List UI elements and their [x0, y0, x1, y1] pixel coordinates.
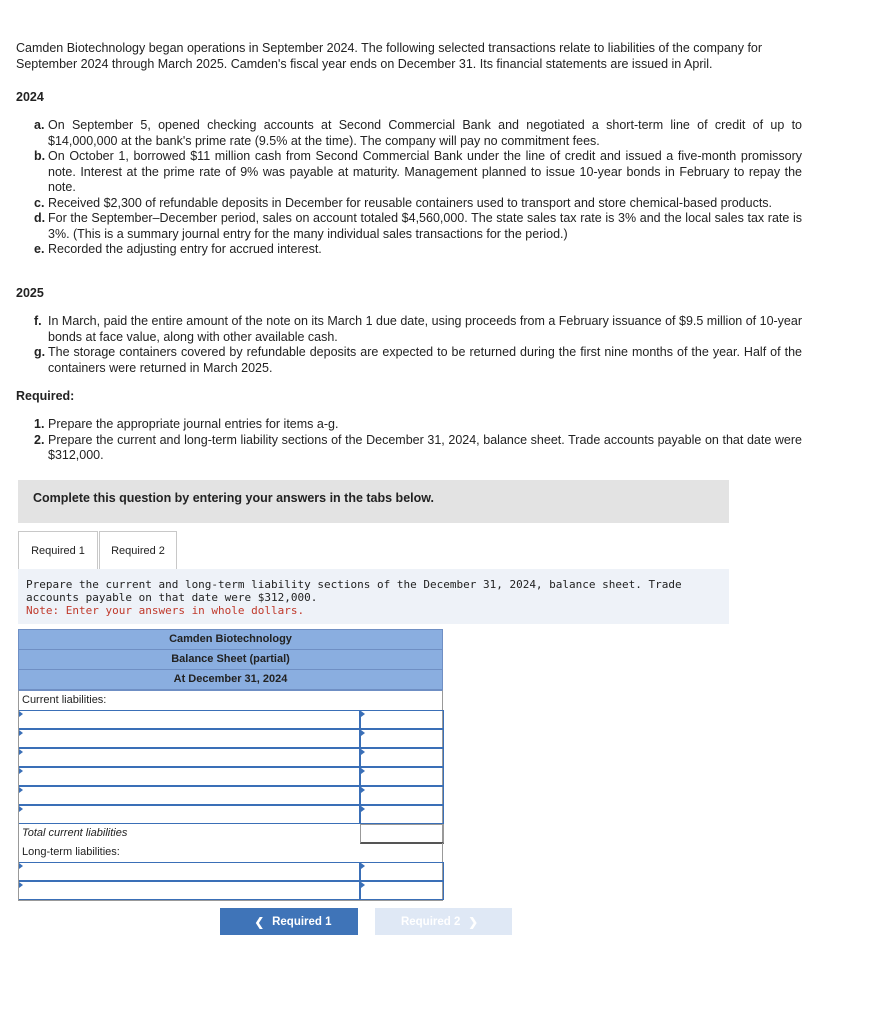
prev-button[interactable]: [220, 908, 358, 935]
table-row: [18, 729, 443, 748]
items-2024-list: [34, 118, 802, 258]
total-current-amount[interactable]: [360, 824, 444, 844]
required-list: [34, 417, 802, 464]
account-select[interactable]: [19, 710, 360, 729]
table-row: [18, 710, 443, 729]
table-row: [18, 805, 443, 824]
chevron-left-icon: ❮: [254, 916, 265, 929]
dropdown-marker-icon: [361, 749, 365, 755]
total-current-label: Total current liabilities: [22, 827, 128, 839]
list-item: f. In March, paid the entire amount of the note on its March 1 due date, using proceeds from a February issuance of $9.5 million of 10-year bonds at face value, along with other available cash.: [34, 314, 802, 344]
list-item: a. On September 5, opened checking accounts at Second Commercial Bank and negotiated a short-term line of credit of up to $14,000,000 at the bank's prime rate (9.5% at the time). The company will pay no commitment fees.: [34, 118, 802, 148]
year-2024-heading: 2024: [16, 90, 44, 104]
tab-required-1[interactable]: Required 1: [18, 531, 98, 571]
list-item: g. The storage containers covered by refundable deposits are expected to be returned during the first nine months of the year. Half of the containers were returned in March 2025.: [34, 345, 802, 375]
tab-panel: [18, 569, 729, 624]
items-2025-list: [34, 314, 802, 376]
account-select[interactable]: [19, 805, 360, 824]
table-row: [18, 767, 443, 786]
panel-instructions: Prepare the current and long-term liability sections of the December 31, 2024, balance sheet. Trade accounts payable on that date were $312,000.: [26, 578, 682, 604]
amount-input[interactable]: [360, 748, 444, 767]
required-heading: Required:: [16, 389, 75, 403]
tab-required-2[interactable]: Required 2: [99, 531, 177, 571]
current-liabilities-label: Current liabilities:: [18, 690, 443, 710]
balance-sheet-form: [18, 629, 443, 901]
dropdown-marker-icon: [361, 768, 365, 774]
dropdown-marker-icon: [19, 711, 23, 717]
account-select[interactable]: [19, 881, 360, 900]
instruction-text: Complete this question by entering your answers in the tabs below.: [33, 491, 434, 505]
company-name: Camden Biotechnology: [18, 629, 443, 649]
dropdown-marker-icon: [19, 787, 23, 793]
dropdown-marker-icon: [361, 806, 365, 812]
dropdown-marker-icon: [361, 787, 365, 793]
list-item: e. Recorded the adjusting entry for accrued interest.: [34, 242, 322, 256]
list-item: 1. Prepare the appropriate journal entries for items a-g.: [34, 417, 339, 431]
dropdown-marker-icon: [19, 806, 23, 812]
next-button[interactable]: [375, 908, 512, 935]
list-item: d. For the September–December period, sales on account totaled $4,560,000. The state sales tax rate is 3% and the local sales tax rate is 3%. (This is a summary journal entry for the many individual sales transactions for the period.): [34, 211, 802, 241]
prev-button-label: Required 1: [272, 915, 332, 928]
account-select[interactable]: [19, 862, 360, 881]
dropdown-marker-icon: [19, 749, 23, 755]
list-item: c. Received $2,300 of refundable deposits in December for reusable containers used to transport and store chemical-based products.: [34, 195, 773, 210]
account-select[interactable]: [19, 786, 360, 805]
amount-input[interactable]: [360, 767, 444, 786]
amount-input[interactable]: [360, 729, 444, 748]
long-term-liabilities-label: Long-term liabilities:: [18, 843, 443, 862]
table-row: [18, 786, 443, 805]
dropdown-marker-icon: [19, 863, 23, 869]
statement-date: At December 31, 2024: [18, 669, 443, 690]
list-item: 2. Prepare the current and long-term liability sections of the December 31, 2024, balance sheet. Trade accounts payable on that date were $312,000.: [34, 432, 802, 462]
chevron-right-icon: ❯: [468, 916, 479, 929]
dropdown-marker-icon: [361, 882, 365, 888]
amount-input[interactable]: [360, 786, 444, 805]
panel-note: Note: Enter your answers in whole dollars.: [26, 604, 305, 617]
next-button-label: Required 2: [400, 915, 461, 928]
amount-input[interactable]: [360, 862, 444, 881]
total-current-row: [18, 824, 443, 843]
table-row: [18, 748, 443, 767]
dropdown-marker-icon: [19, 768, 23, 774]
account-select[interactable]: [19, 748, 360, 767]
statement-title: Balance Sheet (partial): [18, 649, 443, 669]
table-row: [18, 862, 443, 881]
dropdown-marker-icon: [361, 711, 365, 717]
list-item: b. On October 1, borrowed $11 million cash from Second Commercial Bank under the line of credit and issued a five-month promissory note. Interest at the prime rate of 9% was payable at maturity. Management planned to issue 10-year bonds in February to repay the note.: [34, 149, 802, 194]
account-select[interactable]: [19, 767, 360, 786]
problem-intro: Camden Biotechnology began operations in September 2024. The following selected transactions relate to liabilities of the company for September 2024 through March 2025. Camden's fiscal year ends on December 31. Its financial statements are issued in April.: [16, 41, 763, 71]
amount-input[interactable]: [360, 881, 444, 900]
dropdown-marker-icon: [361, 730, 365, 736]
year-2025-heading: 2025: [16, 286, 44, 300]
table-row: [18, 881, 443, 901]
account-select[interactable]: [19, 729, 360, 748]
amount-input[interactable]: [360, 805, 444, 824]
amount-input[interactable]: [360, 710, 444, 729]
dropdown-marker-icon: [361, 863, 365, 869]
dropdown-marker-icon: [19, 730, 23, 736]
dropdown-marker-icon: [19, 882, 23, 888]
instruction-banner: [18, 480, 729, 523]
